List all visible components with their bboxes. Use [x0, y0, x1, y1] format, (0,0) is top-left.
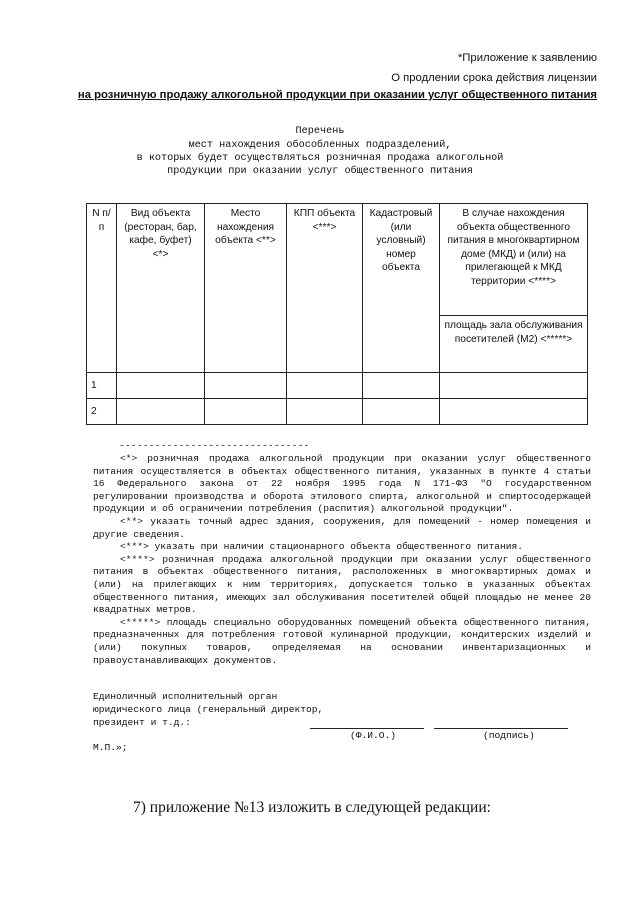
- attachment-note: *Приложение к заявлению: [457, 52, 597, 64]
- col-subheader-hall-area: площадь зала обслуживания посетителей (М2) <*****>: [440, 316, 588, 373]
- list-subtitle-3: продукции при оказании услуг общественного питания: [167, 166, 473, 177]
- footnotes: [93, 453, 591, 667]
- row-number: 2: [87, 399, 117, 425]
- footnote-4: <****> розничная продажа алкогольной продукции при оказании услуг общественного питания в объектах общественного питания, расположенных в многоквартирных домах и (или) на прилегающих к ним территориях, допускается только в указанных объектах общественного питания, имеющих зал обслуживания посетителей общей площадью не менее 20 квадратных метров.: [93, 553, 591, 616]
- table-cell: [363, 399, 440, 425]
- footnote-1: <*> розничная продажа алкогольной продукции при оказании услуг общественного питания осуществляется в объектах общественного питания, указанных в пункте 4 статьи 16 Федерального закона от 22 ноября 1995 года N 171-ФЗ "О государственном регулировании производства и оборота этилового спирта, алкогольной и спиртосодержащей продукции и об ограничении потребления (распития) алкогольной продукции".: [93, 453, 591, 515]
- table-cell: [440, 373, 588, 399]
- col-header-apartment-building: В случае нахождения объекта общественного питания в многоквартирном доме (МКД) и (или) на прилегающей к МКД территории <****>: [440, 204, 588, 316]
- signatory-line-1: Единоличный исполнительный орган: [93, 691, 278, 702]
- table-cell: [205, 373, 287, 399]
- signatory-line-2: юридического лица (генеральный директор,: [93, 704, 324, 715]
- col-header-kpp: КПП объекта <***>: [287, 204, 363, 373]
- table-cell: [117, 399, 205, 425]
- footnote-separator: --------------------------------: [119, 440, 310, 451]
- row-number: 1: [87, 373, 117, 399]
- list-subtitle-1: мест нахождения обособленных подразделений,: [188, 140, 452, 151]
- retail-sale-subject: на розничную продажу алкогольной продукции при оказании услуг общественного питания: [77, 89, 597, 101]
- table-cell: [117, 373, 205, 399]
- item-7-instruction: 7) приложение №13 изложить в следующей редакции:: [133, 799, 491, 816]
- footnote-5: <*****> площадь специально оборудованных помещений объекта общественного питания, предназначенных для потребления готовой кулинарной продукции, кондитерских изделий и (или) покупных товаров, определяемая на основании инвентаризационных и правоустанавливающих документов.: [93, 616, 591, 666]
- table-cell: [287, 399, 363, 425]
- license-extension-note: О продлении срока действия лицензии: [391, 72, 597, 84]
- table-cell: [205, 399, 287, 425]
- list-subtitle-2: в которых будет осуществляться розничная продажа алкогольной: [136, 153, 504, 164]
- signatory-line-3: президент и т.д.:: [93, 717, 191, 728]
- col-header-object-type: Вид объекта (ресторан, бар, кафе, буфет) <*>: [117, 204, 205, 373]
- col-header-number: N п/п: [87, 204, 117, 373]
- col-header-cadastral-number: Кадастровый (или условный) номер объекта: [363, 204, 440, 373]
- stamp-place: М.П.»;: [93, 742, 128, 753]
- col-header-location: Место нахождения объекта <**>: [205, 204, 287, 373]
- table-cell: [287, 373, 363, 399]
- fio-caption: (Ф.И.О.): [350, 730, 397, 741]
- signature-line: [434, 728, 568, 729]
- table-cell: [440, 399, 588, 425]
- footnote-3: <***> указать при наличии стационарного объекта общественного питания.: [120, 541, 524, 553]
- footnote-2: <**> указать точный адрес здания, сооружения, для помещений - номер помещения и другие сведения.: [93, 515, 591, 540]
- table-cell: [363, 373, 440, 399]
- table-row: [87, 373, 588, 399]
- fio-line: [310, 728, 424, 729]
- signature-caption: (подпись): [483, 730, 535, 741]
- table-row: [87, 399, 588, 425]
- list-title: Перечень: [295, 126, 345, 137]
- objects-table: [86, 203, 588, 425]
